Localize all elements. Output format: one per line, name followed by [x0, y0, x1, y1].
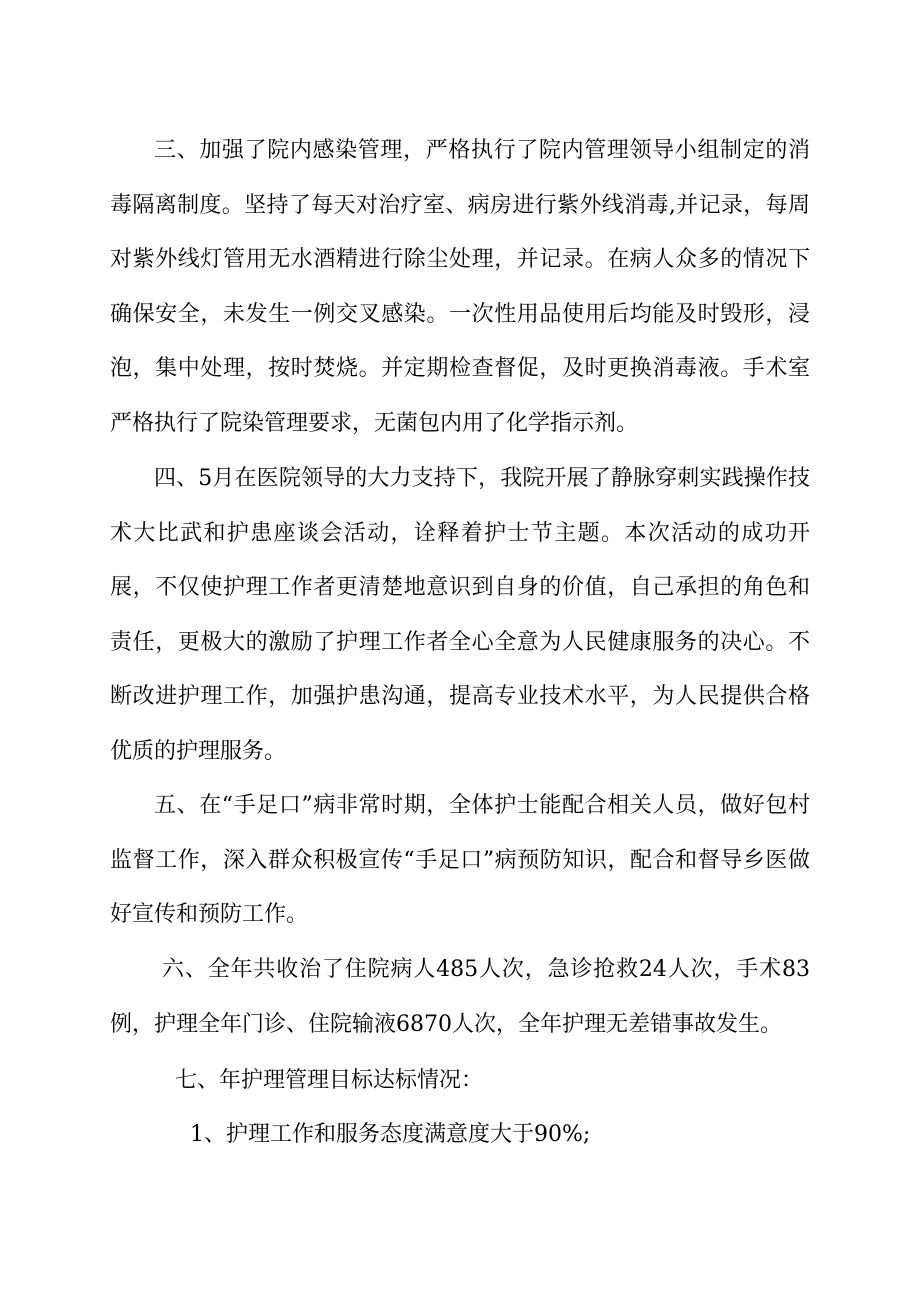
paragraph-annual-statistics: 六、全年共收治了住院病人485人次，急诊抢救24人次，手术83例，护理全年门诊、住院输液6870人次，全年护理无差错事故发生。 [110, 957, 810, 1037]
paragraph-hand-foot-mouth: 五、在“手足口”病非常时期，全体护士能配合相关人员，做好包村监督工作，深入群众积极宣传“手足口”病预防知识，配合和督导乡医做好宣传和预防工作。 [110, 793, 810, 927]
paragraph-goal-item-1: 1、护理工作和服务态度满意度大于90%; [190, 1122, 591, 1147]
paragraph-nursing-competition: 四、5月在医院领导的大力支持下，我院开展了静脉穿刺实践操作技术大比武和护患座谈会活动，诠释着护士节主题。本次活动的成功开展，不仅使护理工作者更清楚地意识到自身的价值，自己承担的角色和责任，更极大的激励了护理工作者全心全意为人民健康服务的决心。不断改进护理工作，加强护患沟通，提高专业技术水平，为人民提供合格优质的护理服务。 [110, 466, 810, 764]
paragraph-infection-control: 三、加强了院内感染管理，严格执行了院内管理领导小组制定的消毒隔离制度。坚持了每天对治疗室、病房进行紫外线消毒,并记录，每周对紫外线灯管用无水酒精进行除尘处理，并记录。在病人众多的情况下确保安全，未发生一例交叉感染。一次性用品使用后均能及时毁形，浸泡，集中处理，按时焚烧。并定期检查督促，及时更换消毒液。手术室严格执行了院染管理要求，无菌包内用了化学指示剂。 [110, 138, 810, 436]
paragraph-goals-heading: 七、年护理管理目标达标情况： [175, 1068, 484, 1093]
